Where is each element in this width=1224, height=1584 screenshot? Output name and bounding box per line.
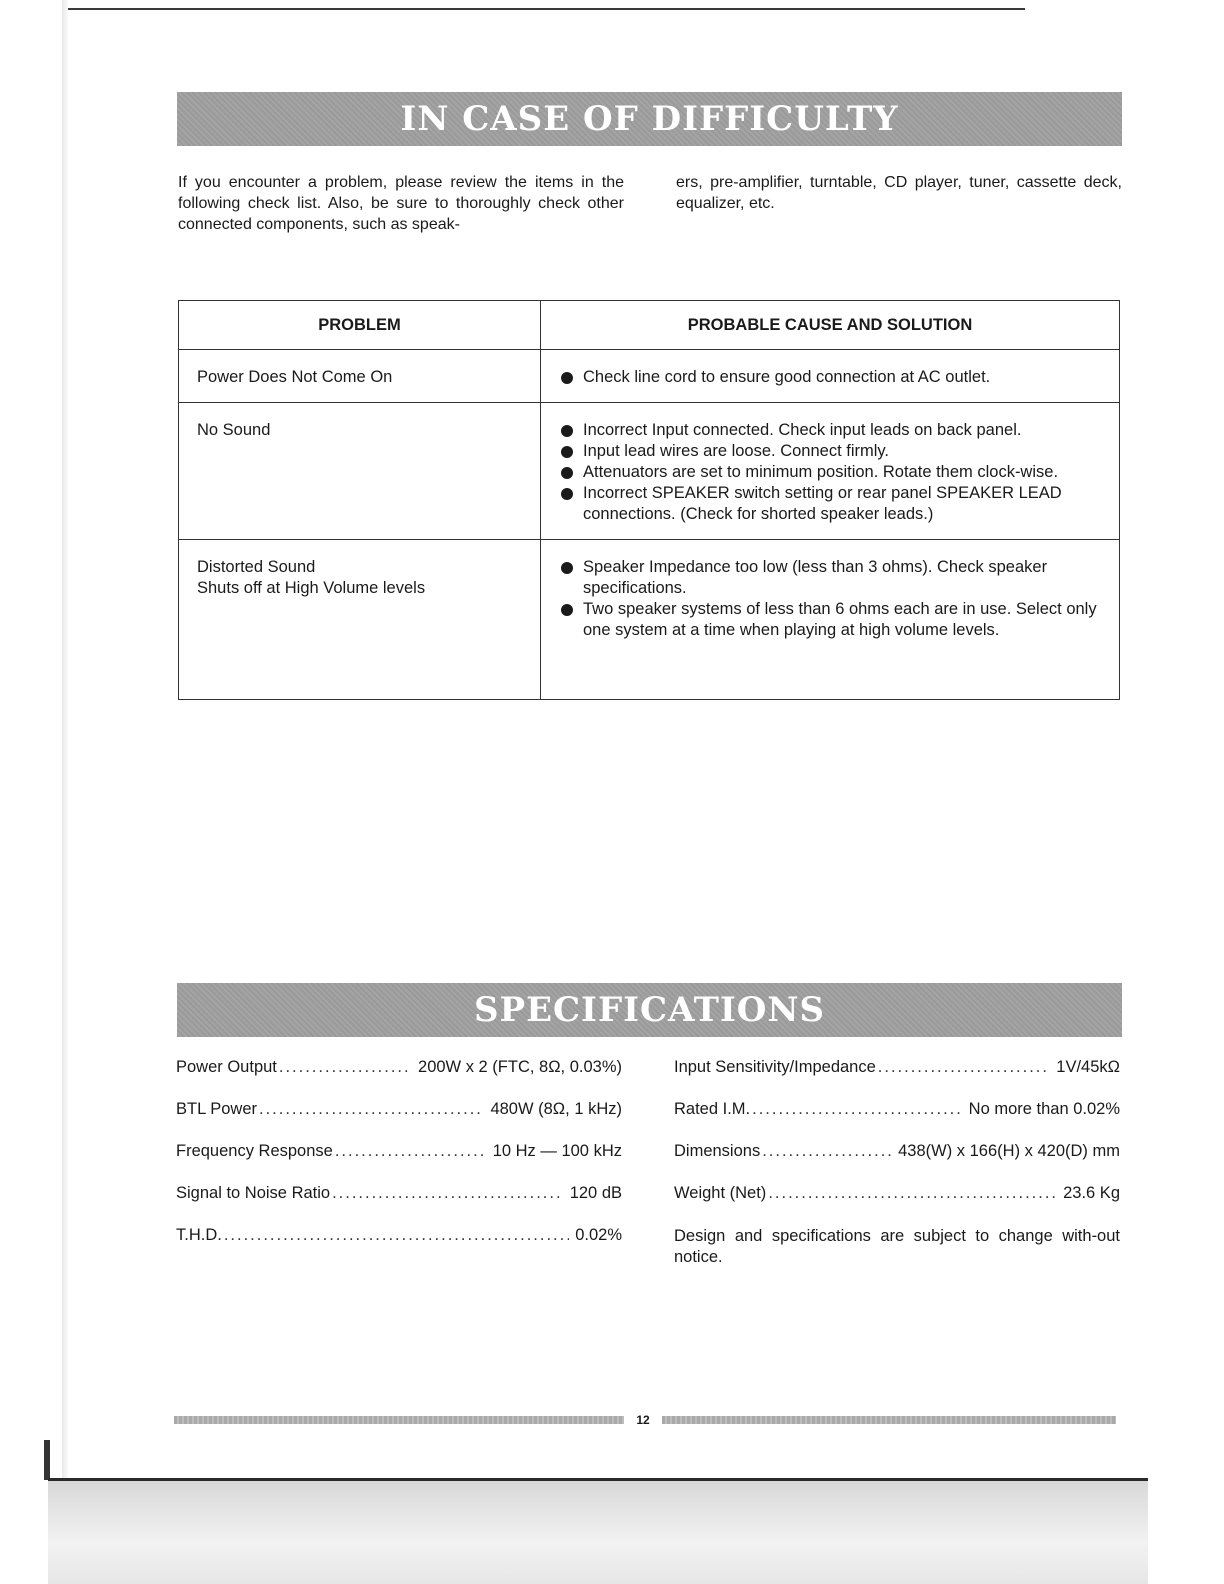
problem-text: Shuts off at High Volume levels — [197, 579, 426, 597]
spec-notice: Design and specifications are subject to change with-out notice. — [674, 1227, 1120, 1266]
leader-dots — [335, 1142, 487, 1161]
table-row — [179, 540, 1120, 700]
solution-cell — [541, 403, 1120, 540]
spec-row — [674, 1184, 1120, 1226]
spec-label: Power Output — [176, 1058, 277, 1076]
difficulty-banner — [177, 92, 1122, 146]
solution-text: Incorrect SPEAKER switch setting or rear panel SPEAKER LEAD connections. (Check for shorted speaker leads.) — [583, 484, 1062, 523]
solution-cell — [541, 540, 1120, 700]
spec-column-right — [674, 1058, 1120, 1268]
spec-label: Rated I.M. — [674, 1100, 751, 1118]
bullet-icon — [561, 562, 573, 574]
bullet-icon — [561, 372, 573, 384]
spec-row — [176, 1100, 622, 1142]
spec-value: 0.02% — [575, 1226, 622, 1244]
table-row — [179, 350, 1120, 403]
solution-item — [559, 483, 1101, 525]
spec-row — [176, 1184, 622, 1226]
solution-cell — [541, 350, 1120, 403]
solution-item — [559, 420, 1101, 441]
spec-row — [176, 1226, 622, 1268]
scan-mark — [44, 1440, 50, 1480]
bullet-icon — [561, 446, 573, 458]
intro-left: If you encounter a problem, please review the items in the following check list. Also, be sure to thoroughly check other connected components, such as speak- — [178, 174, 624, 233]
leader-dots — [878, 1058, 1051, 1077]
spec-row — [176, 1058, 622, 1100]
problem-text: Power Does Not Come On — [197, 368, 393, 386]
spec-value: 10 Hz — 100 kHz — [492, 1142, 622, 1160]
spec-value: 120 dB — [569, 1184, 622, 1202]
spec-value: 480W (8Ω, 1 kHz) — [490, 1100, 622, 1118]
solution-text: Two speaker systems of less than 6 ohms each are in use. Select only one system at a time when playing at high volume levels. — [583, 600, 1097, 639]
header-problem: PROBLEM — [179, 301, 541, 350]
solution-item — [559, 367, 1101, 388]
problem-cell — [179, 350, 541, 403]
intro-right: ers, pre-amplifier, turntable, CD player, tuner, cassette deck, equalizer, etc. — [676, 174, 1122, 212]
spec-label: Input Sensitivity/Impedance — [674, 1058, 876, 1076]
difficulty-intro — [178, 172, 1122, 235]
spec-label: Dimensions — [674, 1142, 761, 1160]
table-header-row — [179, 301, 1120, 350]
spec-value: 23.6 Kg — [1063, 1184, 1120, 1202]
difficulty-title: IN CASE OF DIFFICULTY — [400, 99, 899, 139]
spec-value: 1V/45kΩ — [1056, 1058, 1120, 1076]
troubleshooting-table — [178, 300, 1120, 700]
specifications-list — [176, 1058, 1120, 1268]
solution-item — [559, 557, 1101, 599]
leader-dots — [768, 1184, 1057, 1203]
solution-text: Attenuators are set to minimum position. Rotate them clock-wise. — [583, 463, 1059, 481]
spec-row — [674, 1142, 1120, 1184]
scan-edge-top — [65, 8, 1025, 10]
specifications-banner — [177, 983, 1122, 1037]
spec-label: Weight (Net) — [674, 1184, 767, 1202]
leader-dots — [224, 1226, 569, 1245]
spec-value: No more than 0.02% — [968, 1100, 1120, 1118]
solution-item — [559, 462, 1101, 483]
leader-dots — [279, 1058, 412, 1077]
problem-cell — [179, 540, 541, 700]
bullet-icon — [561, 604, 573, 616]
solution-text: Check line cord to ensure good connection at AC outlet. — [583, 368, 991, 386]
spec-label: BTL Power — [176, 1100, 258, 1118]
spec-row — [176, 1142, 622, 1184]
solution-text: Speaker Impedance too low (less than 3 ohms). Check speaker specifications. — [583, 558, 1048, 597]
spec-label: Frequency Response — [176, 1142, 333, 1160]
spec-label: T.H.D. — [176, 1226, 222, 1244]
spec-value: 438(W) x 166(H) x 420(D) mm — [898, 1142, 1120, 1160]
leader-dots — [259, 1100, 484, 1119]
leader-dots — [762, 1142, 892, 1161]
footer-rule-left — [174, 1416, 624, 1424]
bullet-icon — [561, 467, 573, 479]
solution-item — [559, 599, 1101, 641]
spec-row — [674, 1058, 1120, 1100]
spec-label: Signal to Noise Ratio — [176, 1184, 331, 1202]
leader-dots — [332, 1184, 564, 1203]
solution-item — [559, 441, 1101, 462]
solution-text: Incorrect Input connected. Check input leads on back panel. — [583, 421, 1022, 439]
leader-dots — [752, 1100, 963, 1119]
spec-row — [674, 1100, 1120, 1142]
spec-value: 200W x 2 (FTC, 8Ω, 0.03%) — [418, 1058, 622, 1076]
page-number: 12 — [636, 1413, 650, 1427]
header-solution: PROBABLE CAUSE AND SOLUTION — [541, 301, 1120, 350]
problem-text: No Sound — [197, 421, 271, 439]
table-row — [179, 403, 1120, 540]
problem-cell — [179, 403, 541, 540]
problem-text: Distorted Sound — [197, 558, 316, 576]
footer-rule-right — [662, 1416, 1116, 1424]
bullet-icon — [561, 488, 573, 500]
scan-shadow — [48, 1481, 1148, 1584]
solution-text: Input lead wires are loose. Connect firmly. — [583, 442, 889, 460]
spec-column-left — [176, 1058, 622, 1268]
specifications-title: SPECIFICATIONS — [473, 990, 826, 1030]
bullet-icon — [561, 425, 573, 437]
scan-edge-left — [62, 0, 68, 1480]
